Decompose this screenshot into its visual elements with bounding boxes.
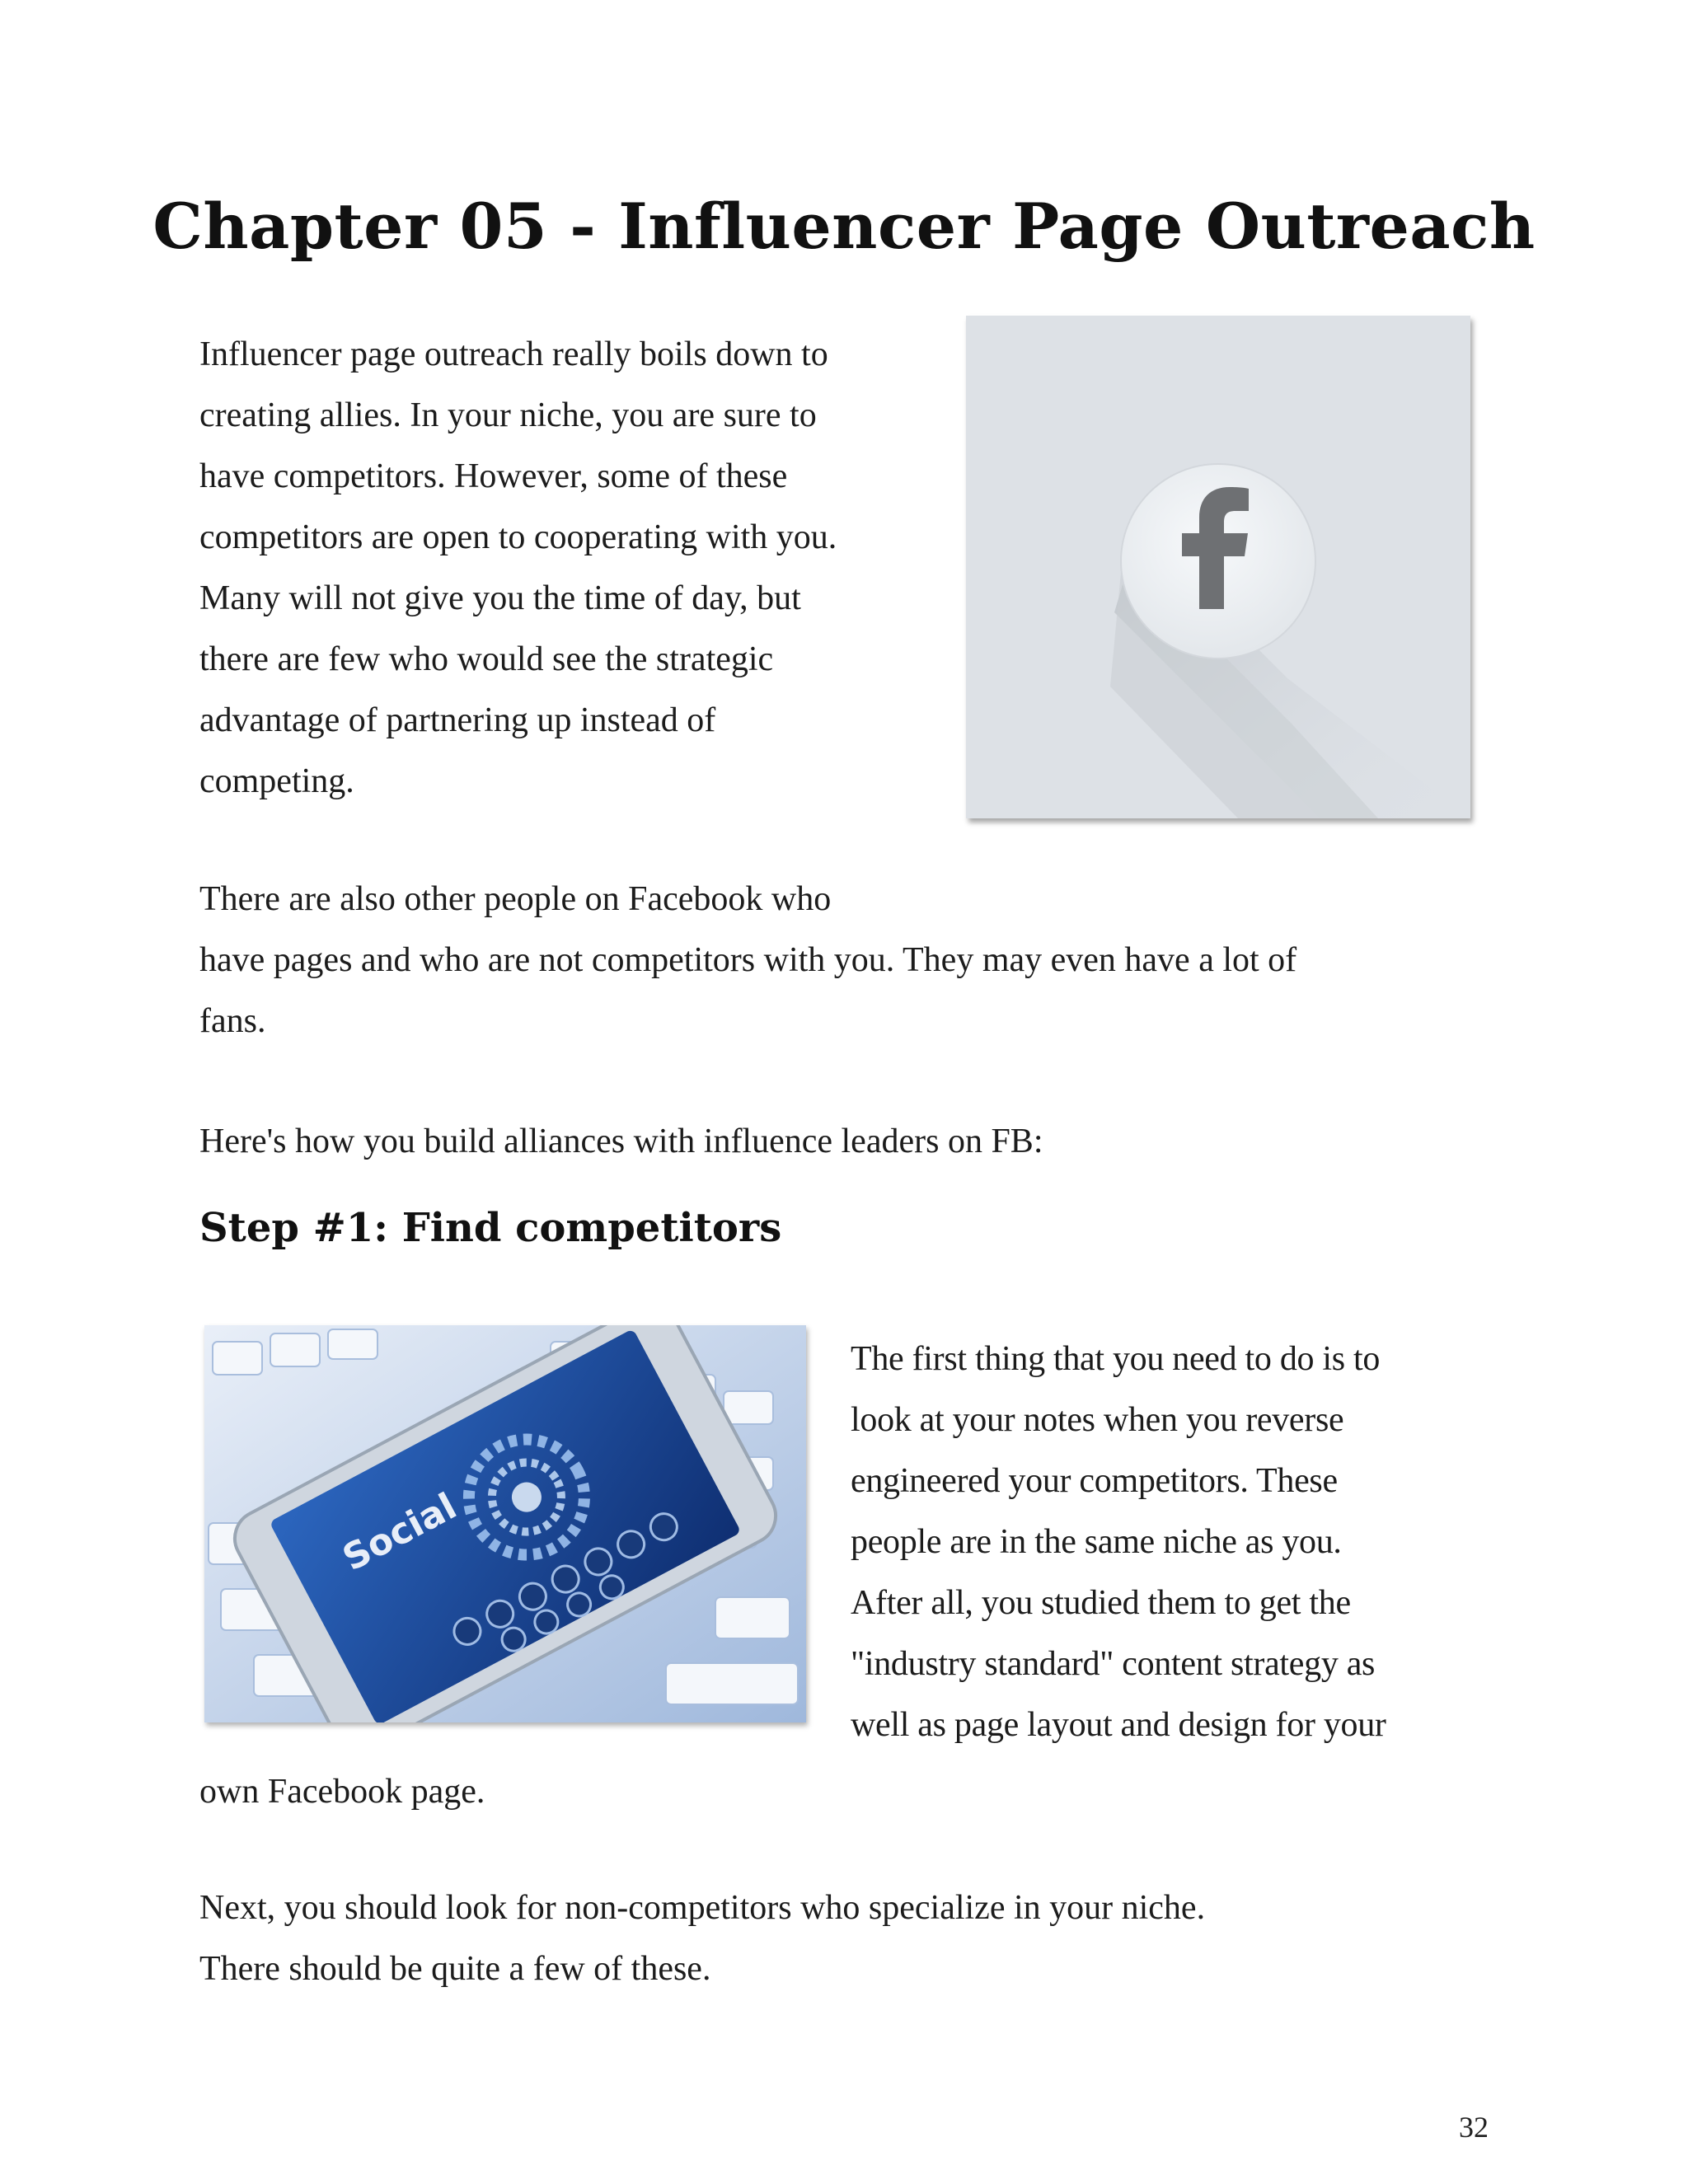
intro-paragraph <box>199 324 941 812</box>
step1-heading: Step #1: Find competitors <box>199 1205 782 1251</box>
text-line: look at your notes when you reverse <box>851 1401 1344 1439</box>
final-paragraph <box>199 1877 1436 1999</box>
text-line: The first thing that you need to do is to <box>851 1340 1381 1378</box>
text-line: Next, you should look for non-competitors who specialize in your niche. <box>199 1889 1206 1927</box>
text-line: There should be quite a few of these. <box>199 1950 711 1988</box>
third-paragraph: Here's how you build alliances with influence leaders on FB: <box>199 1122 1043 1160</box>
phone-screen-label: Social <box>335 1485 464 1580</box>
text-line: have pages and who are not competitors with you. They may even have a lot of <box>199 941 1297 979</box>
text-line: competing. <box>199 762 354 800</box>
step1-paragraph <box>851 1329 1493 1755</box>
phone-social-image <box>204 1325 806 1722</box>
second-paragraph <box>199 869 1469 1052</box>
text-line: Influencer page outreach really boils down to <box>199 335 828 373</box>
text-line: well as page layout and design for your <box>851 1706 1386 1744</box>
text-line: people are in the same niche as you. <box>851 1523 1342 1561</box>
facebook-f-icon <box>966 316 1470 818</box>
text-line: competitors are open to cooperating with you. <box>199 518 837 556</box>
text-line: advantage of partnering up instead of <box>199 701 716 739</box>
smartphone-icon <box>204 1325 806 1722</box>
text-line: After all, you studied them to get the <box>851 1584 1351 1622</box>
text-line: "industry standard" content strategy as <box>851 1645 1376 1683</box>
text-line: fans. <box>199 1002 266 1040</box>
step1-paragraph-tail: own Facebook page. <box>199 1773 485 1811</box>
text-line: There are also other people on Facebook who <box>199 880 832 918</box>
text-line: Many will not give you the time of day, but <box>199 579 801 617</box>
facebook-icon-image <box>966 316 1470 818</box>
chapter-title: Chapter 05 - Influencer Page Outreach <box>152 190 1536 263</box>
text-line: engineered your competitors. These <box>851 1462 1338 1500</box>
text-line: creating allies. In your niche, you are sure to <box>199 396 817 434</box>
text-line: there are few who would see the strategic <box>199 640 774 678</box>
text-line: have competitors. However, some of these <box>199 457 788 495</box>
page-number: 32 <box>1459 2111 1489 2144</box>
